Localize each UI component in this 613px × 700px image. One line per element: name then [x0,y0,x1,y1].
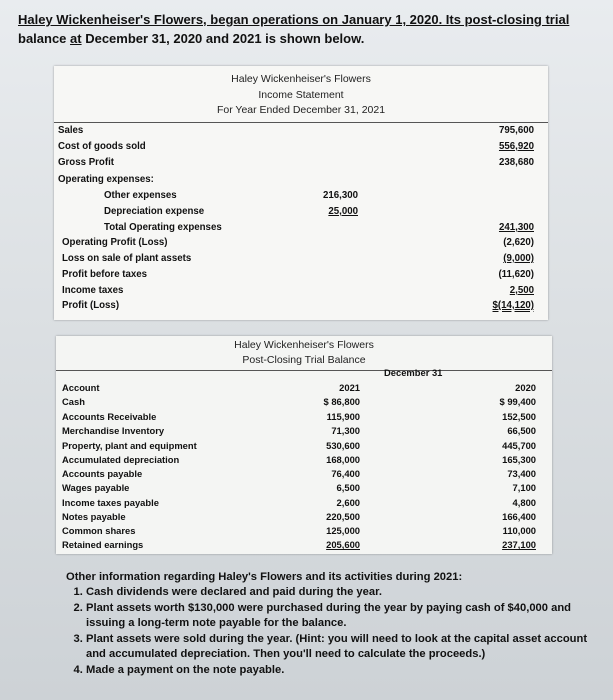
income-statement-period: For Year Ended December 31, 2021 [216,104,386,116]
other-info-item-4: 4. Made a payment on the note payable. [86,663,596,678]
tb-2020-ap: 73,400 [507,468,536,479]
is-label-operating-profit: Operating Profit (Loss) [62,237,168,248]
is-label-operating-expenses: Operating expenses: [58,174,154,185]
is-value-total-operating: 241,300 [498,222,534,233]
tb-account-ar: Accounts Receivable [62,411,157,422]
intro-line-2a: balance [18,31,71,46]
tb-2020-inventory: 66,500 [507,425,536,436]
intro-paragraph [18,10,598,48]
is-value-depreciation: 25,000 [328,206,358,217]
tb-account-accum-dep: Accumulated depreciation [62,454,180,465]
tb-2020-income-taxes: 4,800 [512,497,536,508]
tb-account-common: Common shares [62,525,136,536]
col-header-account: Account [62,382,100,393]
income-statement-company: Haley Wickenheiser's Flowers [231,73,371,85]
tb-2021-common: 125,000 [326,525,360,536]
is-value-sales: 795,600 [498,125,534,136]
is-label-loss-on-sale: Loss on sale of plant assets [62,253,192,264]
income-statement-header [54,66,548,122]
trial-balance [56,336,552,554]
income-statement [54,66,548,320]
other-information [66,570,596,679]
tb-2021-notes: 220,500 [326,511,360,522]
tb-account-retained: Retained earnings [62,539,144,550]
intro-line-1: Haley Wickenheiser's Flowers, began operations on January 1, 2020. Its post-closing trial [18,12,570,27]
intro-line-2c: December 31, 2020 and 2021 is shown below. [81,31,365,46]
is-value-other-expenses: 216,300 [322,190,358,201]
tb-account-wages: Wages payable [62,482,130,493]
other-info-item-2: 2. Plant assets worth $130,000 were purchased during the year by paying cash of $40,000 and issuing a long-term note payable for the balance. [86,601,596,631]
tb-account-notes: Notes payable [62,511,126,522]
tb-2020-ar: 152,500 [502,411,536,422]
trial-balance-date-header: December 31 [384,367,443,378]
tb-2021-ppe: 530,600 [326,440,360,451]
is-label-gross-profit: Gross Profit [58,157,114,168]
is-label-income-taxes: Income taxes [62,285,124,296]
is-value-profit-loss: $(14,120) [492,300,534,311]
is-value-operating-profit: (2,620) [503,237,534,248]
tb-2021-ar: 115,900 [326,411,360,422]
tb-2020-retained: 237,100 [502,539,536,550]
is-label-profit-before-taxes: Profit before taxes [62,269,148,280]
tb-2020-ppe: 445,700 [502,440,536,451]
tb-2021-accum-dep: 168,000 [326,454,360,465]
tb-2021-cash: $ 86,800 [323,396,360,407]
is-label-depreciation: Depreciation expense [104,206,205,217]
trial-balance-divider [56,370,552,371]
tb-account-ap: Accounts payable [62,468,143,479]
tb-2020-accum-dep: 165,300 [502,454,536,465]
is-label-cogs: Cost of goods sold [58,141,146,152]
other-info-item-1: 1. Cash dividends were declared and paid during the year. [86,585,596,600]
trial-balance-header [56,336,552,368]
col-header-2020: 2020 [515,382,536,393]
is-label-total-operating: Total Operating expenses [104,222,222,233]
intro-line-2b: at [70,31,82,46]
is-label-other-expenses: Other expenses [104,190,177,201]
tb-2021-ap: 76,400 [331,468,360,479]
col-header-2021: 2021 [339,382,360,393]
tb-account-ppe: Property, plant and equipment [62,440,197,451]
trial-balance-title: Post-Closing Trial Balance [242,354,366,366]
is-label-profit-loss: Profit (Loss) [62,300,120,311]
is-value-gross-profit: 238,680 [498,157,534,168]
income-statement-divider [54,122,548,123]
trial-balance-company: Haley Wickenheiser's Flowers [234,339,374,351]
other-info-item-3: 3. Plant assets were sold during the year. (Hint: you will need to look at the capital asset account and accumulated depreciation. Then you'll need to calculate the proceeds.) [86,632,596,662]
tb-account-income-taxes: Income taxes payable [62,497,159,508]
other-info-list [66,585,596,678]
tb-2021-inventory: 71,300 [331,425,360,436]
income-statement-title: Income Statement [258,88,344,101]
tb-account-cash: Cash [62,396,85,407]
is-label-sales: Sales [58,125,84,136]
is-value-profit-before-taxes: (11,620) [498,269,534,280]
tb-2021-retained: 205,600 [326,539,360,550]
tb-2020-common: 110,000 [502,525,536,536]
tb-2020-notes: 166,400 [502,511,536,522]
is-value-cogs: 556,920 [498,141,534,152]
is-value-income-taxes: 2,500 [509,285,534,296]
tb-account-inventory: Merchandise Inventory [62,425,165,436]
is-value-loss-on-sale: (9,000) [503,253,534,264]
other-info-heading: Other information regarding Haley's Flowers and its activities during 2021: [66,571,463,583]
tb-2020-wages: 7,100 [512,482,536,493]
tb-2021-income-taxes: 2,600 [336,497,360,508]
tb-2020-cash: $ 99,400 [499,396,536,407]
tb-2021-wages: 6,500 [336,482,360,493]
